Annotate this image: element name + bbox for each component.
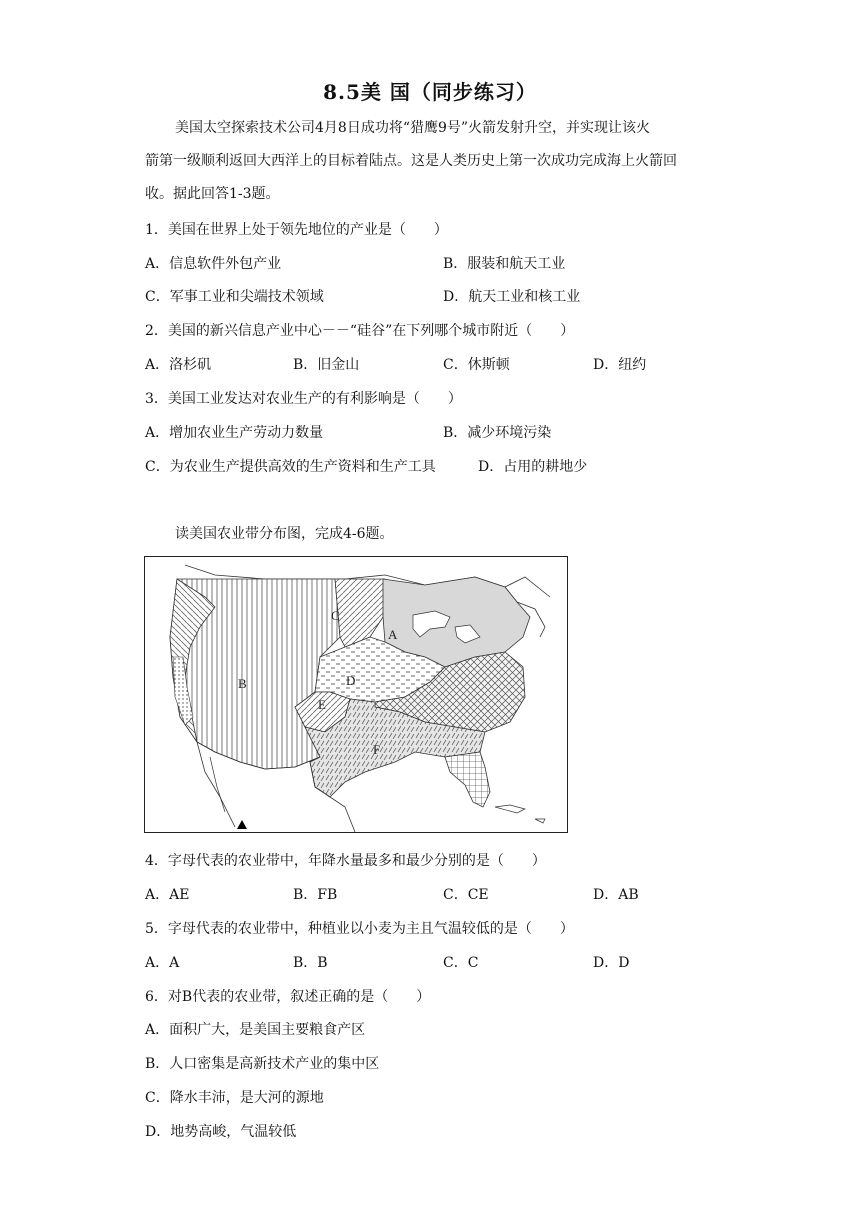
question-3-stem: 3．美国工业发达对农业生产的有利影响是（ ） <box>145 391 462 407</box>
intro-paragraph <box>145 112 720 211</box>
question-5-stem: 5．字母代表的农业带中，种植业以小麦为主且气温较低的是（ ） <box>145 921 574 937</box>
question-4-stem: 4．字母代表的农业带中，年降水量最多和最少分别的是（ ） <box>145 853 546 869</box>
cuba-shape <box>495 805 525 813</box>
question-1-option-b[interactable]: B．服装和航天工业 <box>443 256 566 272</box>
question-3-option-c[interactable]: C．为农业生产提供高效的生产资料和生产工具 <box>145 459 436 475</box>
page-title: 8.5美 国（同步练习） <box>323 80 537 104</box>
question-5-option-a[interactable]: A．A <box>145 955 180 971</box>
question-6-option-d[interactable]: D．地势高峻，气温较低 <box>145 1124 297 1140</box>
intro-line-3: 收。据此回答1-3题。 <box>145 186 280 202</box>
question-5-option-d[interactable]: D．D <box>593 955 630 971</box>
question-2-option-a[interactable]: A．洛杉矶 <box>145 357 212 373</box>
question-2-option-c[interactable]: C．休斯顿 <box>443 357 510 373</box>
question-5-option-c[interactable]: C．C <box>443 955 479 971</box>
map-label-f: F <box>373 742 381 757</box>
island-shape <box>535 819 545 823</box>
question-6-option-c[interactable]: C．降水丰沛，是大河的源地 <box>145 1090 324 1106</box>
question-6-option-b[interactable]: B．人口密集是高新技术产业的集中区 <box>145 1056 380 1072</box>
question-2-option-b[interactable]: B．旧金山 <box>293 357 360 373</box>
question-1-stem: 1．美国在世界上处于领先地位的产业是（ ） <box>145 222 448 238</box>
intro-line-1: 美国太空探索技术公司4月8日成功将“猎鹰9号”火箭发射升空，并实现让该火 <box>175 120 651 136</box>
question-6-stem: 6．对B代表的农业带，叙述正确的是（ ） <box>145 989 431 1005</box>
question-4-option-d[interactable]: D．AB <box>593 887 639 903</box>
map-instruction: 读美国农业带分布图，完成4-6题。 <box>175 526 394 542</box>
belt-c-region <box>335 579 385 647</box>
question-3-option-b[interactable]: B．减少环境污染 <box>443 425 552 441</box>
question-4-option-a[interactable]: A．AE <box>145 887 190 903</box>
us-agricultural-belt-map <box>144 556 568 833</box>
question-1-option-a[interactable]: A．信息软件外包产业 <box>145 256 282 272</box>
question-4-option-b[interactable]: B．FB <box>293 887 338 903</box>
map-label-d: D <box>346 673 356 688</box>
map-label-a: A <box>388 627 398 642</box>
question-3-option-d[interactable]: D．占用的耕地少 <box>478 459 588 475</box>
question-4-option-c[interactable]: C．CE <box>443 887 489 903</box>
question-3-option-a[interactable]: A．增加农业生产劳动力数量 <box>145 425 324 441</box>
map-label-c: C <box>331 608 340 623</box>
question-1-option-d[interactable]: D．航天工业和核工业 <box>443 289 581 305</box>
question-1-option-c[interactable]: C．军事工业和尖端技术领域 <box>145 289 324 305</box>
question-6-option-a[interactable]: A．面积广大，是美国主要粮食产区 <box>145 1022 366 1038</box>
question-2-stem: 2．美国的新兴信息产业中心－－“硅谷”在下列哪个城市附近（ ） <box>145 323 575 339</box>
map-svg <box>145 557 568 833</box>
map-label-e: E <box>318 697 326 712</box>
triangle-marker-icon <box>237 820 247 829</box>
intro-line-2: 箭第一级顺利返回大西洋上的目标着陆点。这是人类历史上第一次成功完成海上火箭回 <box>145 153 677 169</box>
map-label-b: B <box>238 676 247 691</box>
florida-region <box>445 752 490 807</box>
question-2-option-d[interactable]: D．纽约 <box>593 357 647 373</box>
question-5-option-b[interactable]: B．B <box>293 955 328 971</box>
